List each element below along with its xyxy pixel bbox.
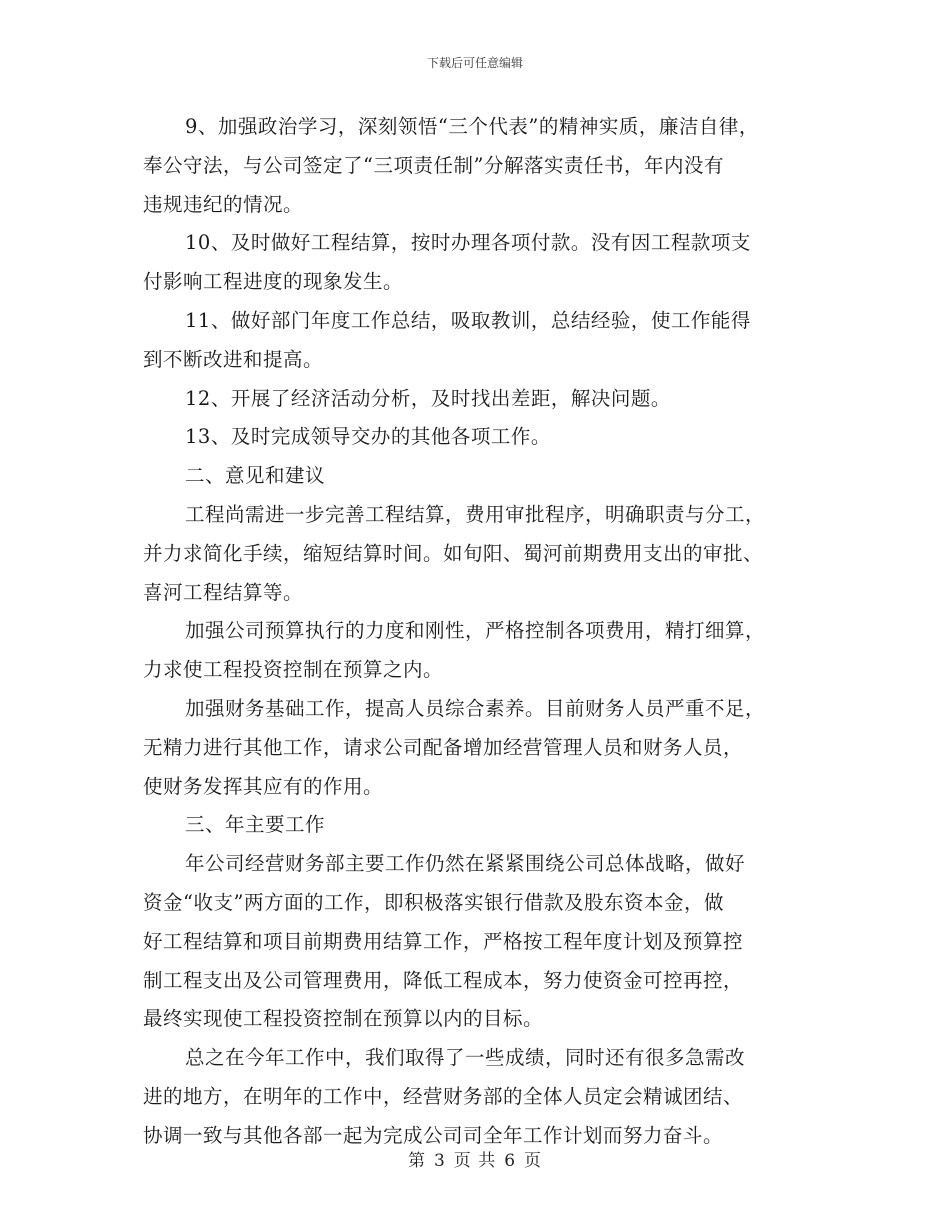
paragraph-line: 制工程支出及公司管理费用，降低工程成本，努力使资金可控再控， — [143, 968, 744, 992]
paragraph — [143, 612, 833, 690]
paragraph-line: 力求使工程投资控制在预算之内。 — [143, 658, 444, 682]
paragraph — [143, 302, 833, 380]
paragraph-line: 三、年主要工作 — [185, 813, 326, 837]
paragraph-line: 违规违纪的情况。 — [143, 192, 304, 216]
paragraph-line: 协调一致与其他各部一起为完成公司司全年工作计划而努力奋斗。 — [143, 1123, 724, 1147]
paragraph-line: 加强财务基础工作，提高人员综合素养。目前财务人员严重不足， — [185, 696, 766, 720]
paragraph-line: 10、及时做好工程结算，按时办理各项付款。没有因工程款项支 — [185, 231, 751, 255]
page-footer — [0, 1146, 950, 1171]
footer-label-end: 页 — [524, 1151, 543, 1171]
paragraph — [143, 457, 833, 496]
paragraph — [143, 845, 833, 1039]
footer-current-page: 3 — [433, 1151, 446, 1171]
footer-label-of: 页 共 — [453, 1151, 497, 1171]
paragraph-line: 付影响工程进度的现象发生。 — [143, 270, 404, 294]
footer-total-pages: 6 — [504, 1151, 517, 1171]
paragraph — [143, 496, 833, 612]
paragraph-line: 加强公司预算执行的力度和刚性，严格控制各项费用，精打细算， — [185, 619, 766, 643]
paragraph-line: 喜河工程结算等。 — [143, 580, 304, 604]
paragraph-line: 最终实现使工程投资控制在预算以内的目标。 — [143, 1007, 544, 1031]
paragraph — [143, 224, 833, 302]
paragraph-line: 好工程结算和项目前期费用结算工作，严格按工程年度计划及预算控 — [143, 929, 744, 953]
paragraph — [143, 690, 833, 806]
paragraph-line: 并力求简化手续，缩短结算时间。如旬阳、蜀河前期费用支出的审批、 — [143, 541, 764, 565]
paragraph-line: 工程尚需进一步完善工程结算，费用审批程序，明确职责与分工， — [185, 502, 766, 526]
document-body — [143, 108, 833, 1156]
paragraph-line: 进的地方，在明年的工作中，经营财务部的全体人员定会精诚团结、 — [143, 1084, 744, 1108]
paragraph-line: 9、加强政治学习，深刻领悟“三个代表”的精神实质，廉洁自律， — [185, 115, 759, 138]
paragraph-line: 总之在今年工作中，我们取得了一些成绩，同时还有很多急需改 — [185, 1046, 746, 1070]
paragraph-line: 无精力进行其他工作，请求公司配备增加经营管理人员和财务人员， — [143, 735, 744, 759]
paragraph-line: 资金“收支”两方面的工作，即积极落实银行借款及股东资本金，做 — [143, 890, 724, 914]
paragraph-line: 12、开展了经济活动分析，及时找出差距，解决问题。 — [185, 386, 671, 410]
paragraph-line: 奉公守法，与公司签定了“三项责任制”分解落实责任书，年内没有 — [143, 153, 724, 177]
paragraph-line: 二、意见和建议 — [185, 464, 326, 488]
paragraph — [143, 380, 833, 419]
paragraph-line: 11、做好部门年度工作总结，吸取教训，总结经验，使工作能得 — [185, 308, 751, 332]
paragraph — [143, 108, 833, 224]
paragraph-line: 年公司经营财务部主要工作仍然在紧紧围绕公司总体战略，做好 — [185, 852, 746, 876]
paragraph-line: 13、及时完成领导交办的其他各项工作。 — [185, 425, 551, 449]
paragraph-line: 到不断改进和提高。 — [143, 347, 324, 371]
paragraph — [143, 1039, 833, 1155]
paragraph — [143, 806, 833, 845]
paragraph — [143, 418, 833, 457]
paragraph-line: 使财务发挥其应有的作用。 — [143, 774, 384, 798]
page-header-note: 下载后可任意编辑 — [426, 56, 523, 70]
footer-label-page: 第 — [407, 1151, 426, 1171]
